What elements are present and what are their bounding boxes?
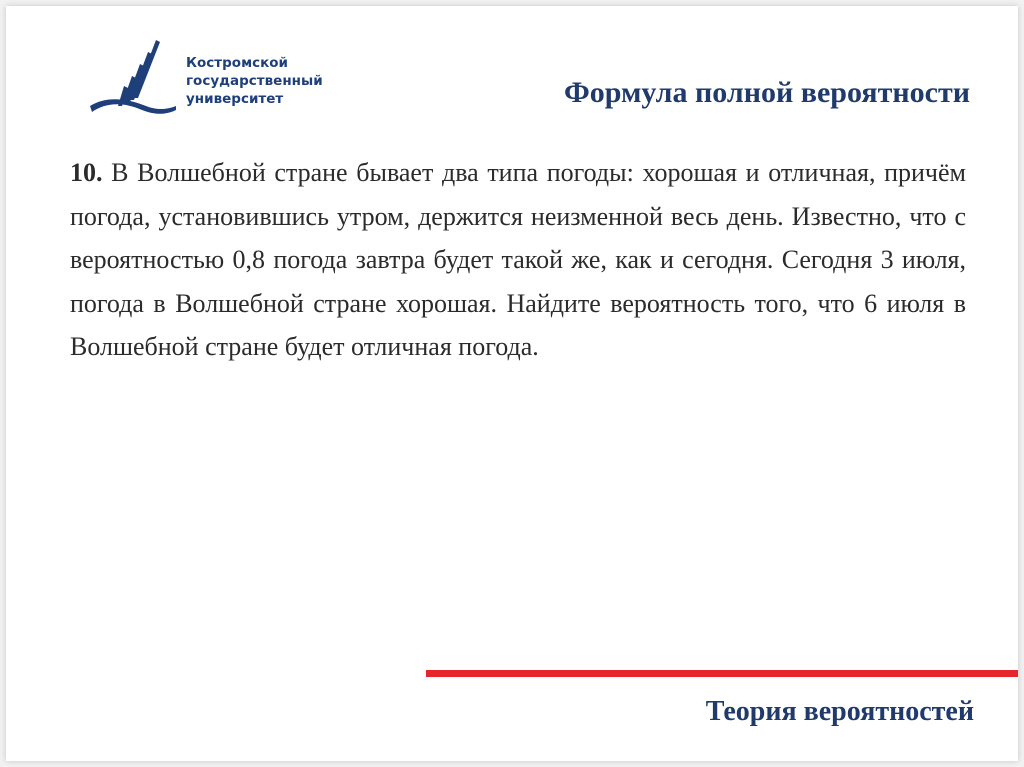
slide (6, 6, 1018, 761)
problem-text: В Волшебной стране бывает два типа погоды: хорошая и отличная, причём погода, установившись утром, держится неизменной весь день. Известно, что с вероятностью 0,8 погода завтра будет такой же, как и сегодня. Сегодня 3 июля, погода в Волшебной стране хорошая. Найдите вероятность того, что 6 июля в Волшебной стране будет отличная погода. (70, 158, 966, 361)
footer-divider (426, 670, 1018, 677)
logo-line-1: Костромской (186, 55, 289, 71)
logo-line-3: университет (186, 91, 284, 107)
footer-subject: Теория вероятностей (705, 696, 974, 727)
university-logo (86, 36, 376, 126)
logo-line-2: государственный (186, 73, 323, 89)
logo-text (186, 54, 323, 108)
slide-title: Формула полной вероятности (563, 76, 970, 109)
kostroma-university-logo-icon (86, 36, 181, 126)
problem-statement (70, 151, 966, 369)
problem-number: 10. (70, 158, 103, 187)
